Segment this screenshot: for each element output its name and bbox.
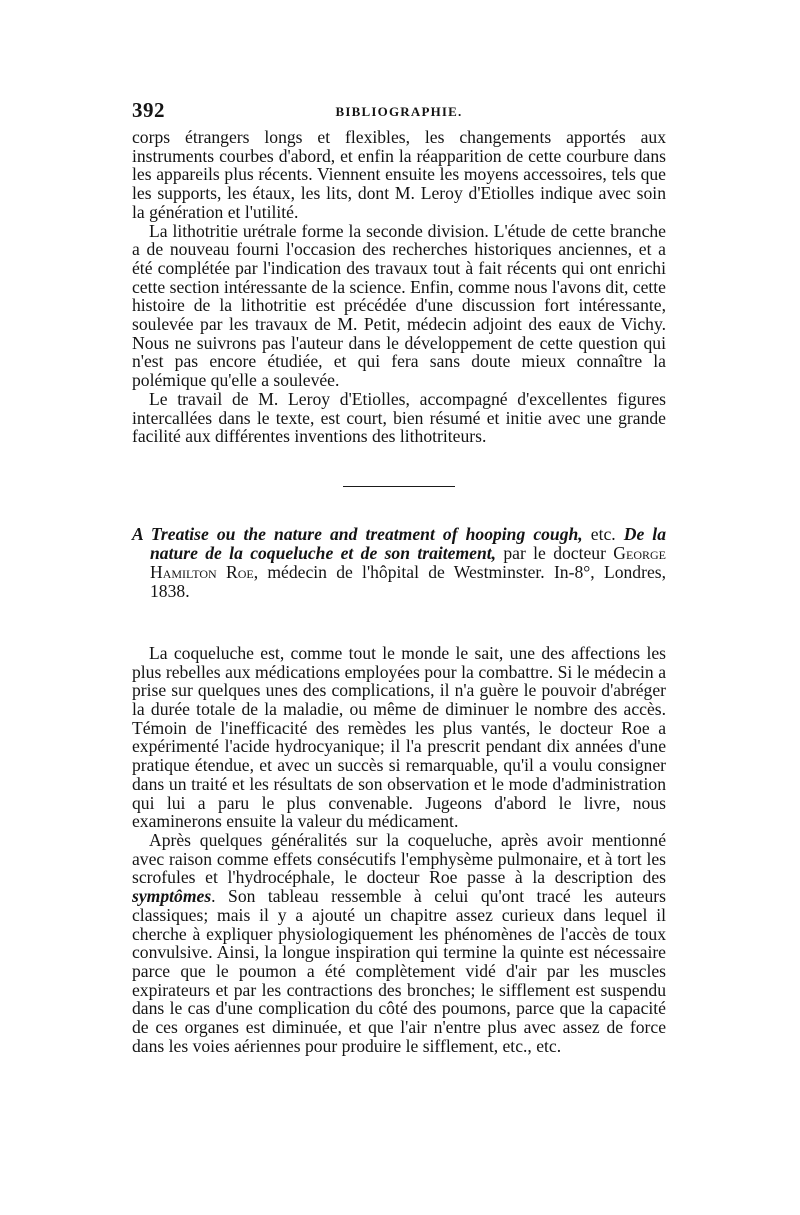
reference-author-detail: , médecin de l'hôpital de Westminster. In-8°, Londres, 1838. [150,561,666,601]
paragraph-leroy-work: Le travail de M. Leroy d'Etiolles, accompagné d'excellentes figures intercallées dans le texte, est court, bien résumé et initie avec une grande facilité aux différentes inventions des lithotriteurs. [132,388,666,447]
paragraph-symptoms [132,831,666,1055]
reference-author: George Hamilton Roe [150,542,666,582]
paragraph-urethral-lithotrity: La lithotritie urétrale forme la seconde division. L'étude de cette branche a de nouveau fourni l'occasion des recherches historiques anciennes, et a été complétée par l'indication des travaux tout à fait récents qui ont enrichi cette section intéressante de la science. Enfin, comme nous l'avons dit, cette histoire de la lithotritie est précédée d'une discussion fort intéressante, soulevée par les travaux de M. Petit, médecin adjoint des eaux de Vichy. Nous ne suivrons pas l'auteur dans le développement de cette question qui n'est pas encore étudiée, et qui fera sans doute mieux connaître la polémique qu'elle a soulevée. [132,220,666,391]
reference-title-english: A Treatise ou the nature and treatment of hooping cough, [132,523,583,544]
section-divider [343,486,455,487]
bibliographic-reference [132,525,666,601]
symptoms-text-after: . Son tableau ressemble à celui qu'ont tracé les auteurs classiques; mais il y a ajouté un chapitre assez curieux dans lequel il cherche à expliquer physiologiquement les phénomènes de l'accès de toux convulsive. Ainsi, la longue inspiration qui termine la quinte est nécessaire parce que le poumon a été complètement vidé d'air par les muscles expirateurs et par les contractions des bronches; le sifflement est suspendu dans le cas d'une complication du côté des poumons, parce que la capacité de ces organes est diminuée, et que l'air n'entre plus avec assez de force dans les voies aériennes pour produire le sifflement, etc., etc. [132,886,666,1056]
paragraph-whooping-cough: La coqueluche est, comme tout le monde le sait, une des affections les plus rebelles aux médications employées pour la combattre. Si le médecin a prise sur quelques unes des complications, il n'a guère le pouvoir d'abréger la durée totale de la maladie, ou même de diminuer le nombre des accès. Témoin de l'inefficacité des remèdes les plus vantés, le docteur Roe a expérimenté l'acide hydrocyanique; il l'a prescrit pendant dix années d'une pratique étendue, et avec un succès si remarquable, qu'il a voulu consigner dans un traité et les résultats de son observation et le mode d'administration qui lui a paru le plus convenable. Jugeons d'abord le livre, nous examinerons ensuite la valeur du médicament. [132,642,666,832]
page-number: 392 [132,98,165,122]
paragraph-continued: corps étrangers longs et flexibles, les changements apportés aux instruments courbes d'abord, et enfin la réapparition de cette courbure dans les appareils plus récents. Viennent ensuite les moyens accessoires, tels que les supports, les étaux, les lits, dont M. Leroy d'Etiolles indique avec soin la génération et l'utilité. [132,127,666,222]
reference-etc: etc. [582,523,616,544]
reference-title-french: De la nature de la coqueluche et de son traitement, [150,523,666,563]
symptoms-text-before: Après quelques généralités sur la coqueluche, après avoir mentionné avec raison comme effets consécutifs l'emphysème pulmonaire, et à tort les scrofules et l'hydrocéphale, le docteur Roe passe à la description des [132,829,666,888]
running-head: BIBLIOGRAPHIE. [335,104,463,119]
symptoms-emphasis: symptômes [132,886,212,907]
book-page [132,98,666,1055]
page-header [132,98,666,128]
reference-par-le-docteur: par le docteur [496,542,614,563]
